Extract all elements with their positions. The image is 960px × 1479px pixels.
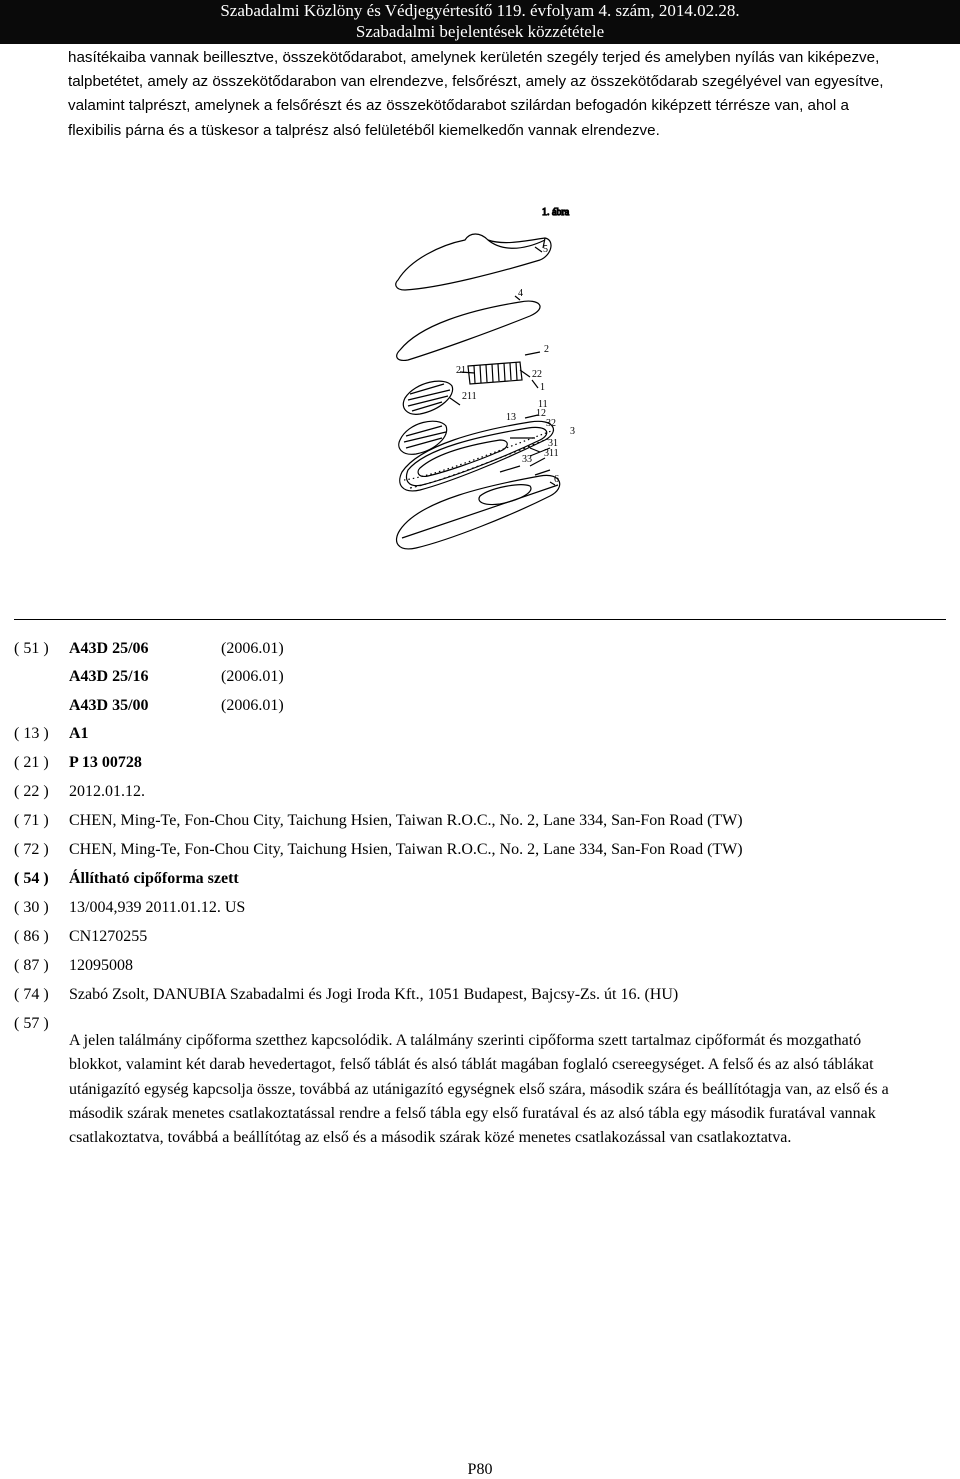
- field-74-row: [14, 985, 679, 1005]
- inid-code-57: ( 57 ): [14, 1015, 49, 1032]
- ipc-date: (2006.01): [221, 668, 284, 685]
- pct-publication: 12095008: [69, 957, 133, 974]
- label-6: 6: [554, 474, 559, 485]
- label-12: 12: [536, 408, 546, 419]
- figure-caption: 1. ábra: [542, 207, 570, 218]
- field-57-row: [14, 1014, 68, 1034]
- figure-labels: [456, 244, 575, 485]
- field-30-row: [14, 898, 246, 918]
- spike-row: [468, 362, 522, 384]
- field-22-row: [14, 782, 145, 802]
- label-33: 33: [522, 454, 532, 465]
- label-11: 11: [538, 399, 548, 410]
- label-31: 31: [548, 438, 558, 449]
- ipc-class: A43D 25/16: [69, 668, 149, 685]
- field-21-row: [14, 753, 142, 773]
- applicant: CHEN, Ming-Te, Fon-Chou City, Taichung Hsien, Taiwan R.O.C., No. 2, Lane 334, San-Fon Road (TW): [69, 812, 743, 829]
- invention-title: Állítható cipőforma szett: [69, 870, 239, 887]
- ipc-date: (2006.01): [221, 640, 284, 657]
- outer-sole: [397, 475, 560, 549]
- ipc-class: A43D 25/06: [69, 640, 149, 657]
- page-number: P80: [467, 1461, 493, 1478]
- inid-code-86: ( 86 ): [14, 928, 49, 945]
- label-211: 211: [462, 391, 477, 402]
- label-21: 21: [456, 365, 466, 376]
- inid-code-71: ( 71 ): [14, 812, 49, 829]
- ipc-date: (2006.01): [221, 697, 284, 714]
- inid-code-30: ( 30 ): [14, 899, 49, 916]
- label-3: 3: [570, 426, 575, 437]
- field-54-row: [14, 869, 239, 889]
- section-title: Szabadalmi bejelentések közzététele: [355, 22, 605, 41]
- inid-code-51: ( 51 ): [14, 640, 49, 657]
- field-13-row: [14, 724, 89, 744]
- abstract-text: A jelen találmány cipőforma szetthez kapcsolódik. A találmány szerinti cipőforma szett tartalmaz cipőformát és mozgatható blokkot, valamint két darab hevedertagot, felső táblát és alsó táblát magában foglaló csereegységet. A felső és az alsó táblákat utánigazító egység kapcsolja össze, továbbá az utánigazító egységnek első szára, második szára és beállítótagja van, az első és a második szárak menetes csatlakoztatással rendre a felső tábla egy első furatával és az alsó tábla egy második furatával vannak csatlakoztatva, továbbá a beállítótag az első és a második szárak közé menetes csatlakozással van csatlakoztatva.: [69, 1032, 889, 1147]
- label-5: 5: [543, 244, 548, 255]
- representative: Szabó Zsolt, DANUBIA Szabadalmi és Jogi Iroda Kft., 1051 Budapest, Bajcsy-Zs. út 16. (HU): [69, 986, 679, 1003]
- label-4: 4: [518, 288, 523, 299]
- label-13: 13: [506, 412, 516, 423]
- pct-application: CN1270255: [69, 928, 148, 945]
- application-number: P 13 00728: [69, 754, 142, 771]
- label-2: 2: [544, 344, 549, 355]
- field-72-row: [14, 840, 743, 860]
- inid-code-21: ( 21 ): [14, 754, 49, 771]
- inid-code-72: ( 72 ): [14, 841, 49, 858]
- label-32: 32: [546, 418, 556, 429]
- abstract: [69, 1029, 909, 1150]
- label-22: 22: [532, 369, 542, 380]
- section-divider: [14, 619, 946, 620]
- document-kind: A1: [69, 725, 89, 742]
- intro-paragraph: [68, 46, 888, 143]
- ipc-class: A43D 35/00: [69, 697, 149, 714]
- journal-header: [0, 0, 960, 44]
- filing-date: 2012.01.12.: [69, 783, 145, 800]
- inventor: CHEN, Ming-Te, Fon-Chou City, Taichung Hsien, Taiwan R.O.C., No. 2, Lane 334, San-Fon Road (TW): [69, 841, 743, 858]
- inid-code-74: ( 74 ): [14, 986, 49, 1003]
- cushion-pad: [403, 381, 452, 414]
- field-71-row: [14, 811, 743, 831]
- patent-figure: [380, 200, 600, 600]
- inid-code-87: ( 87 ): [14, 957, 49, 974]
- label-1: 1: [540, 382, 545, 393]
- inid-code-54: ( 54 ): [14, 870, 49, 887]
- intro-text: hasítékaiba vannak beillesztve, összekötődarabot, amelynek kerületén szegély terjed és amelyben nyílás van kiképezve, talpbetétet, amely az összekötődarabon van elrendezve, felsőrészt, amely az összekötődarab szegélyével van egyesítve, valamint talprészt, amelynek a felsőrészt és az összekötődarabot szilárdan befogadón kiképzett térrésze van, ahol a flexibilis párna és a tüskesor a talprész alsó felületéből kiemelkedőn vannak elrendezve.: [68, 49, 884, 139]
- field-86-row: [14, 927, 148, 947]
- inid-code-13: ( 13 ): [14, 725, 49, 742]
- field-87-row: [14, 956, 133, 976]
- ipc-row-1: [14, 639, 284, 659]
- journal-title: Szabadalmi Közlöny és Védjegyértesítő 119. évfolyam 4. szám, 2014.02.28.: [220, 1, 740, 20]
- priority-data: 13/004,939 2011.01.12. US: [69, 899, 246, 916]
- inid-code-22: ( 22 ): [14, 783, 49, 800]
- shoe-exploded-drawing: [380, 200, 600, 600]
- label-311: 311: [544, 448, 559, 459]
